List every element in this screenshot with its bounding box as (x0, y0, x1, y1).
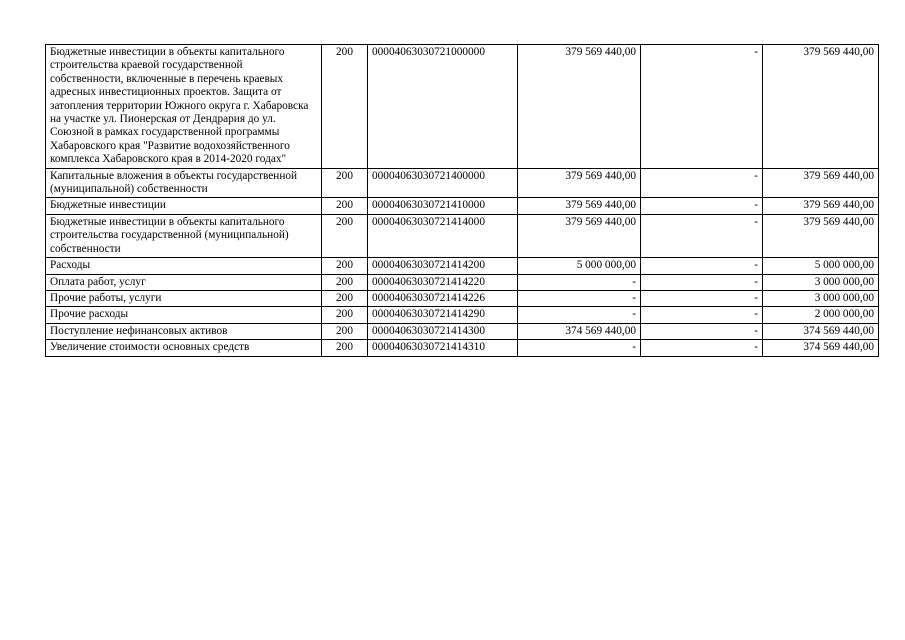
row-line-code: 200 (322, 214, 368, 257)
table-row (46, 214, 879, 257)
row-remaining: 3 000 000,00 (763, 290, 879, 306)
row-executed: - (641, 340, 763, 356)
row-line-code: 200 (322, 45, 368, 169)
table-row (46, 290, 879, 306)
row-approved: - (518, 340, 641, 356)
row-name: Оплата работ, услуг (46, 274, 322, 290)
table-row (46, 323, 879, 339)
row-approved: - (518, 307, 641, 323)
row-executed: - (641, 45, 763, 169)
row-line-code: 200 (322, 258, 368, 274)
row-executed: - (641, 258, 763, 274)
table-row (46, 258, 879, 274)
row-approved: 379 569 440,00 (518, 45, 641, 169)
row-remaining: 379 569 440,00 (763, 168, 879, 198)
row-executed: - (641, 307, 763, 323)
row-budget-code: 00004063030721414000 (368, 214, 518, 257)
row-name: Поступление нефинансовых активов (46, 323, 322, 339)
row-executed: - (641, 290, 763, 306)
row-line-code: 200 (322, 323, 368, 339)
table-row (46, 274, 879, 290)
row-name: Капитальные вложения в объекты государственной (муниципальной) собственности (46, 168, 322, 198)
row-executed: - (641, 323, 763, 339)
row-name: Прочие расходы (46, 307, 322, 323)
row-name: Прочие работы, услуги (46, 290, 322, 306)
row-remaining: 379 569 440,00 (763, 45, 879, 169)
row-line-code: 200 (322, 168, 368, 198)
row-remaining: 379 569 440,00 (763, 198, 879, 214)
row-name: Увеличение стоимости основных средств (46, 340, 322, 356)
row-budget-code: 00004063030721400000 (368, 168, 518, 198)
row-line-code: 200 (322, 290, 368, 306)
row-budget-code: 00004063030721414300 (368, 323, 518, 339)
row-budget-code: 00004063030721414220 (368, 274, 518, 290)
row-executed: - (641, 214, 763, 257)
budget-execution-table (45, 44, 879, 357)
row-name: Бюджетные инвестиции в объекты капитального строительства краевой государственной собственности, включенные в перечень краевых адресных инвестиционных проектов. Защита от затопления территории Южного округа г. Хабаровска на участке ул. Пионерская от Дендрария до ул. Союзной в рамках государственной программы Хабаровского края "Развитие водохозяйственного комплекса Хабаровского края в 2014-2020 годах" (46, 45, 322, 169)
row-remaining: 374 569 440,00 (763, 340, 879, 356)
row-approved: - (518, 274, 641, 290)
row-budget-code: 00004063030721414290 (368, 307, 518, 323)
row-remaining: 379 569 440,00 (763, 214, 879, 257)
row-approved: 379 569 440,00 (518, 214, 641, 257)
row-approved: 379 569 440,00 (518, 198, 641, 214)
row-name: Расходы (46, 258, 322, 274)
row-budget-code: 00004063030721414200 (368, 258, 518, 274)
table-row (46, 168, 879, 198)
table-row (46, 340, 879, 356)
row-line-code: 200 (322, 274, 368, 290)
row-approved: - (518, 290, 641, 306)
row-executed: - (641, 274, 763, 290)
row-line-code: 200 (322, 198, 368, 214)
table-row (46, 307, 879, 323)
row-executed: - (641, 168, 763, 198)
row-remaining: 3 000 000,00 (763, 274, 879, 290)
row-executed: - (641, 198, 763, 214)
table-row (46, 198, 879, 214)
row-budget-code: 00004063030721414310 (368, 340, 518, 356)
row-name: Бюджетные инвестиции в объекты капитального строительства государственной (муниципальной) собственности (46, 214, 322, 257)
row-name: Бюджетные инвестиции (46, 198, 322, 214)
row-line-code: 200 (322, 307, 368, 323)
row-approved: 379 569 440,00 (518, 168, 641, 198)
row-remaining: 2 000 000,00 (763, 307, 879, 323)
row-approved: 374 569 440,00 (518, 323, 641, 339)
row-approved: 5 000 000,00 (518, 258, 641, 274)
row-budget-code: 00004063030721414226 (368, 290, 518, 306)
row-remaining: 374 569 440,00 (763, 323, 879, 339)
row-budget-code: 00004063030721410000 (368, 198, 518, 214)
row-remaining: 5 000 000,00 (763, 258, 879, 274)
row-budget-code: 00004063030721000000 (368, 45, 518, 169)
table-row (46, 45, 879, 169)
row-line-code: 200 (322, 340, 368, 356)
